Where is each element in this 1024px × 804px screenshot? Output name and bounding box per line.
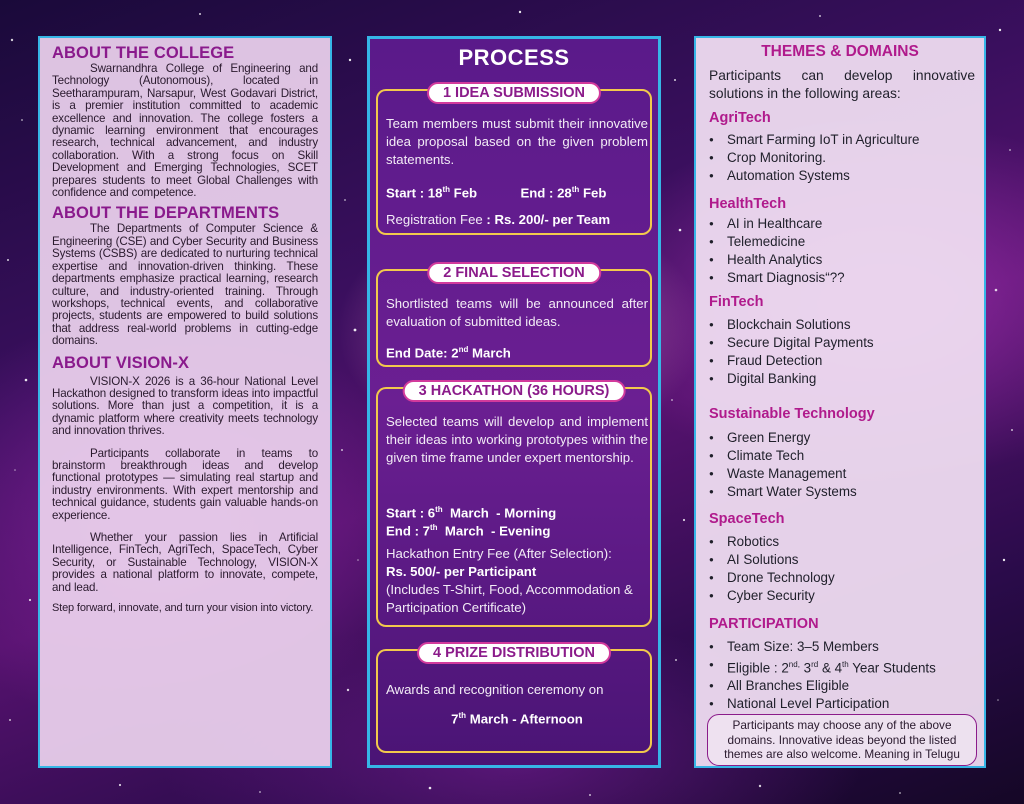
about-visionx-para-1: VISION-X 2026 is a 36-hour National Level Hackathon designed to transform ideas into impactful solutions. More than just a competition, it is a dynamic platform where creativity meets technology and innovation thrives. — [52, 374, 318, 438]
themes-note: Participants may choose any of the above domains. Innovative ideas beyond the listed themes are also welcome. Meaning in Telugu — [707, 714, 977, 766]
process-title: PROCESS — [458, 45, 570, 70]
list-item: ● Eligible : $2^{nd,}$ 3rd & 4th Year Students — [709, 656, 936, 677]
about-departments-heading: ABOUT THE DEPARTMENTS — [52, 204, 280, 223]
list-item: ● Digital Banking — [709, 370, 874, 388]
about-departments-text: The Departments of Computer Science & Engineering (CSE) and Cyber Security and Business Systems (CSBS) are dedicated to nurturing technical expertise and innovation-driven thinking. These departments emphasize practical learning, research culture, and industry-oriented training. Through workshops, technical events, and collaborative projects, students are empowered to build solutions that address real-world problems in cutting-edge domains. — [52, 222, 318, 348]
theme-spacetech-list — [709, 533, 835, 605]
prize-distribution-date: 7th March - Afternoon — [451, 711, 583, 727]
list-item: ● Drone Technology — [709, 569, 835, 587]
list-item: ● Robotics — [709, 533, 835, 551]
hackathon-start: Start : 6th March - Morning — [386, 505, 557, 521]
list-item: ● Blockchain Solutions — [709, 316, 874, 334]
hackathon-text: Selected teams will develop and implement their ideas into working prototypes within the given time frame under expert mentorship. — [386, 414, 648, 465]
registration-fee: Registration Fee : Rs. 200/- per Team — [386, 212, 611, 227]
idea-submission-dates: Start : 18th Feb End : 28th Feb — [386, 185, 607, 201]
list-item: ● AI Solutions — [709, 551, 835, 569]
list-item: ● Crop Monitoring. — [709, 149, 920, 167]
idea-submission-box — [376, 85, 652, 235]
hackathon-fee: Hackathon Entry Fee (After Selection): Rs. 500/- per Participant (Includes T-Shirt, Food, Accommodation & Participation Certificate) — [386, 546, 633, 615]
list-item: ● Climate Tech — [709, 447, 857, 465]
theme-fintech-title: FinTech — [709, 294, 764, 310]
list-item: ● Fraud Detection — [709, 352, 874, 370]
theme-sustainable-title: Sustainable Technology — [709, 406, 875, 422]
hackathon-box — [376, 383, 652, 627]
prize-distribution-text: Awards and recognition ceremony on — [386, 682, 604, 697]
list-item: ● Green Energy — [709, 429, 857, 447]
idea-submission-text: Team members must submit their innovative idea proposal based on the given problem statements. — [386, 116, 648, 167]
final-selection-end-date: End Date: 2nd March — [386, 345, 511, 361]
prize-distribution-box — [376, 645, 652, 753]
theme-sustainable-list — [709, 429, 857, 501]
list-item: ● Telemedicine — [709, 233, 845, 251]
themes-intro: Participants can develop innovative solutions in the following areas: — [709, 68, 975, 101]
theme-fintech-list — [709, 316, 874, 388]
themes-panel — [694, 36, 986, 768]
final-selection-label: 2 FINAL SELECTION — [427, 262, 601, 284]
list-item: ● AI in Healthcare — [709, 215, 845, 233]
participation-title: PARTICIPATION — [709, 616, 819, 632]
about-college-heading: ABOUT THE COLLEGE — [52, 44, 235, 62]
process-panel — [367, 36, 661, 768]
list-item: ● Smart Farming IoT in Agriculture — [709, 131, 920, 149]
hackathon-label: 3 HACKATHON (36 HOURS) — [403, 380, 626, 402]
list-item: ● National Level Participation — [709, 695, 936, 713]
list-item: ● Waste Management — [709, 465, 857, 483]
list-item: ● Team Size: 3–5 Members — [709, 638, 936, 656]
final-selection-text: Shortlisted teams will be announced after evaluation of submitted ideas. — [386, 296, 648, 329]
list-item: ● Smart Diagnosis“?? — [709, 269, 845, 287]
about-visionx-para-2: Participants collaborate in teams to brainstorm breakthrough ideas and develop functional prototypes — simulating real startup and industry environments. With expert mentorship and technical guidance, students gain valuable hands-on experience. — [52, 446, 318, 522]
list-item: ● Smart Water Systems — [709, 483, 857, 501]
theme-healthtech-title: HealthTech — [709, 196, 787, 212]
hackathon-end: End : 7th March - Evening — [386, 523, 551, 539]
about-visionx-para-3: Whether your passion lies in Artificial Intelligence, FinTech, AgriTech, SpaceTech, Cyber Security, or Sustainable Technology, VISION-X provides a national platform to innovate, compete, and lead. — [52, 531, 318, 594]
final-selection-box — [376, 265, 652, 367]
about-college-text: Swarnandhra College of Engineering and Technology (Autonomous), located in Seetharampuram, Narsapur, West Godavari District, is a premier institution committed to academic excellence and innovation. The college fosters a dynamic learning environment that encourages research, technical advancement, and industry collaboration. With a strong focus on Skill Development and Emerging Technologies, SCET prepares students to meet Global Challenges with confidence and competence. — [52, 62, 318, 200]
about-visionx-heading: ABOUT VISION-X — [52, 353, 190, 372]
list-item: ● Secure Digital Payments — [709, 334, 874, 352]
idea-submission-label: 1 IDEA SUBMISSION — [427, 82, 601, 104]
list-item: ● Health Analytics — [709, 251, 845, 269]
about-visionx-tagline: Step forward, innovate, and turn your vision into victory. — [52, 602, 314, 615]
theme-healthtech-list — [709, 215, 845, 287]
prize-distribution-label: 4 PRIZE DISTRIBUTION — [417, 642, 611, 664]
theme-spacetech-title: SpaceTech — [709, 511, 785, 527]
list-item: ● All Branches Eligible — [709, 677, 936, 695]
theme-agritech-title: AgriTech — [709, 110, 771, 126]
list-item: ● Automation Systems — [709, 167, 920, 185]
themes-heading: THEMES & DOMAINS — [761, 43, 919, 60]
participation-list — [709, 638, 936, 713]
theme-agritech-list — [709, 131, 920, 185]
about-panel — [38, 36, 332, 768]
list-item: ● Cyber Security — [709, 587, 835, 605]
